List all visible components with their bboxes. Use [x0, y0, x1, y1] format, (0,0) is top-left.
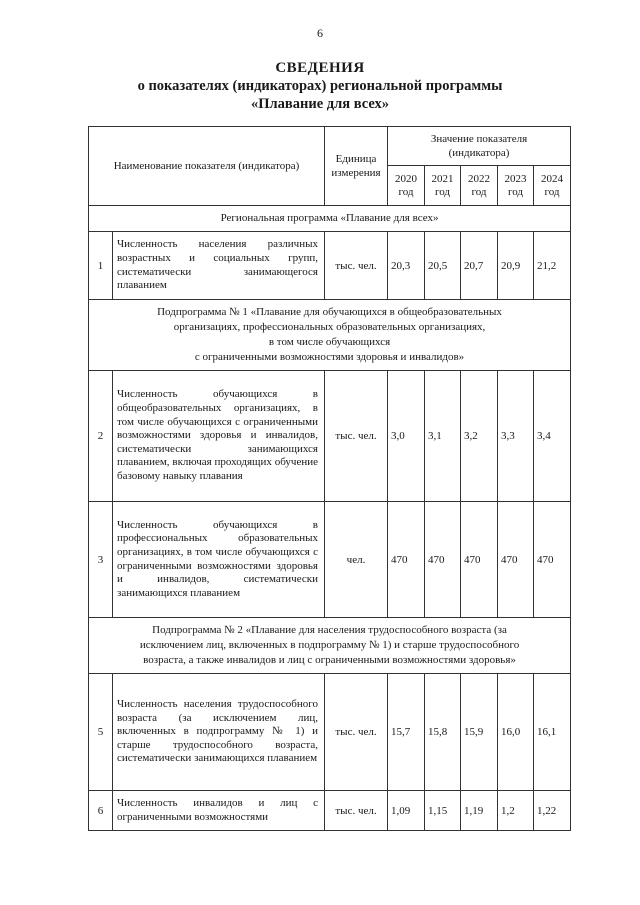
value-2024: 1,22 [534, 791, 571, 831]
value-2020: 15,7 [388, 674, 425, 791]
value-2023: 1,2 [498, 791, 534, 831]
value-2024: 3,4 [534, 371, 571, 502]
value-2021: 20,5 [425, 232, 461, 300]
header-value-cell [388, 127, 571, 166]
header-unit-cell [325, 127, 388, 206]
indicator-name: Численность обучающихся в общеобразовательных организациях, в том числе обучающихся с ограниченными возможностями здоровья и инвалидов, систематически занимающихся плаванием, включая проходящих обучение базовому навыку плавания [113, 371, 325, 502]
year-value: 2022 [468, 172, 490, 185]
year-suffix: год [544, 185, 560, 198]
row-number: 2 [89, 371, 113, 502]
year-value: 2024 [541, 172, 564, 185]
header-unit-line2: измерения [331, 167, 381, 179]
year-header [388, 166, 425, 206]
value-2021: 15,8 [425, 674, 461, 791]
value-2024: 16,1 [534, 674, 571, 791]
value-2023: 3,3 [498, 371, 534, 502]
year-header [498, 166, 534, 206]
value-2022: 3,2 [461, 371, 498, 502]
subprogram-2-line: Подпрограмма № 2 «Плавание для населения трудоспособного возраста (за [152, 624, 507, 636]
document-subtitle: о показателях (индикаторах) региональной программы [137, 78, 503, 94]
page-number: 6 [317, 26, 323, 40]
value-2024: 470 [534, 502, 571, 618]
unit-cell: тыс. чел. [325, 371, 388, 502]
unit-cell: тыс. чел. [325, 674, 388, 791]
document-title: СВЕДЕНИЯ [275, 60, 365, 76]
unit-cell: тыс. чел. [325, 791, 388, 831]
program-name: «Плавание для всех» [251, 96, 389, 112]
row-number: 1 [89, 232, 113, 300]
unit-cell: чел. [325, 502, 388, 618]
value-2023: 20,9 [498, 232, 534, 300]
indicator-name: Численность обучающихся в профессиональных образовательных организациях, в том числе обучающихся с ограниченными возможностями здоровья и инвалидов, систематически занимающихся плаванием [113, 502, 325, 618]
header-unit-line1: Единица [335, 153, 377, 165]
subprogram-1-line: в том числе обучающихся [268, 336, 391, 348]
header-name-cell [89, 127, 325, 206]
value-2022: 470 [461, 502, 498, 618]
year-header [534, 166, 571, 206]
year-value: 2021 [431, 172, 454, 185]
year-suffix: год [398, 185, 414, 198]
year-value: 2020 [395, 172, 417, 185]
header-value-line2: (индикатора) [448, 147, 510, 159]
year-header [425, 166, 461, 206]
row-number: 3 [89, 502, 113, 618]
subprogram-2-line: возраста, а также инвалидов и лиц с ограниченными возможностями здоровья» [143, 654, 516, 666]
unit-cell: тыс. чел. [325, 232, 388, 300]
table-row [89, 791, 571, 831]
indicator-name: Численность населения трудоспособного возраста (за исключением лиц, включенных в подпрограмму № 1) и старше трудоспособного возраста, систематически занимающихся плаванием [113, 674, 325, 791]
section-heading-subprogram-1 [89, 300, 571, 371]
value-2021: 470 [425, 502, 461, 618]
row-number: 5 [89, 674, 113, 791]
value-2020: 3,0 [388, 371, 425, 502]
subprogram-1-line: с ограниченными возможностями здоровья и инвалидов» [194, 351, 465, 363]
table-row [89, 232, 571, 300]
value-2022: 1,19 [461, 791, 498, 831]
table-row [89, 371, 571, 502]
year-suffix: год [507, 185, 524, 198]
year-header [461, 166, 498, 206]
table-row [89, 502, 571, 618]
value-2021: 1,15 [425, 791, 461, 831]
subprogram-1-line: Подпрограмма № 1 «Плавание для обучающихся в общеобразовательных [157, 306, 502, 318]
row-number: 6 [89, 791, 113, 831]
value-2023: 470 [498, 502, 534, 618]
year-value: 2023 [504, 172, 527, 185]
year-suffix: год [471, 185, 487, 198]
indicators-table [88, 126, 571, 831]
value-2020: 1,09 [388, 791, 425, 831]
header-value-line1: Значение показателя [430, 133, 528, 145]
value-2022: 15,9 [461, 674, 498, 791]
value-2020: 20,3 [388, 232, 425, 300]
value-2024: 21,2 [534, 232, 571, 300]
value-2022: 20,7 [461, 232, 498, 300]
indicator-name: Численность инвалидов и лиц с ограниченными возможностями [113, 791, 325, 831]
table-row [89, 674, 571, 791]
header-name: Наименование показателя (индикатора) [113, 160, 300, 172]
year-suffix: год [434, 185, 451, 198]
value-2020: 470 [388, 502, 425, 618]
value-2021: 3,1 [425, 371, 461, 502]
subprogram-2-line: исключением лиц, включенных в подпрограмму № 1) и старше трудоспособного [139, 639, 520, 651]
subprogram-1-line: организациях, профессиональных образовательных организациях, [173, 321, 486, 333]
section-heading-subprogram-2 [89, 618, 571, 674]
indicator-name: Численность населения различных возрастных и социальных групп, систематически занимающегося плаванием [113, 232, 325, 300]
value-2023: 16,0 [498, 674, 534, 791]
section-heading-main: Региональная программа «Плавание для всех» [89, 206, 571, 232]
